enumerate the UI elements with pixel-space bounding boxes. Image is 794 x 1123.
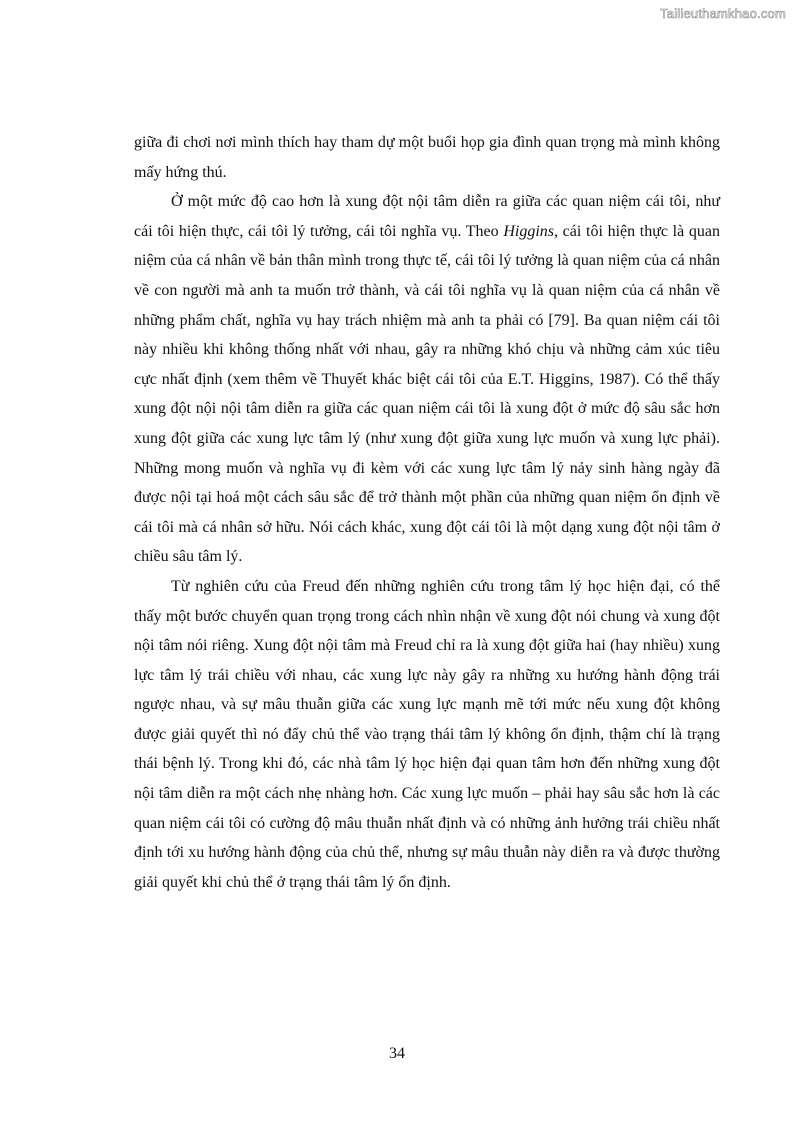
paragraph-1 (134, 128, 720, 187)
paragraph-3 (134, 572, 720, 898)
document-body (134, 128, 720, 897)
paragraph-text: giữa đi chơi nơi mình thích hay tham dự một buổi họp gia đình quan trọng mà mình không mấy hứng thú. (134, 134, 720, 181)
paragraph-2 (134, 187, 720, 572)
page-number: 34 (389, 1045, 405, 1062)
paragraph-text: Ở một mức độ cao hơn là xung đột nội tâm diễn ra giữa các quan niệm cái tôi, như cái tôi hiện thực, cái tôi lý tưởng, cái tôi nghĩa vụ. Theo (134, 193, 720, 240)
paragraph-text: Từ nghiên cứu của Freud đến những nghiên cứu trong tâm lý học hiện đại, có thể thấy một bước chuyển quan trọng trong cách nhìn nhận về xung đột nói chung và xung đột nội tâm nói riêng. Xung đột nội tâm mà Freud chỉ ra là xung đột giữa hai (hay nhiều) xung lực tâm lý trái chiều với nhau, các xung lực này gây ra những xu hướng hành động trái ngược nhau, và sự mâu thuẫn giữa các xung lực mạnh mẽ tới mức nếu xung đột không được giải quyết thì nó đẩy chủ thể vào trạng thái tâm lý không ổn định, thậm chí là trạng thái bệnh lý. Trong khi đó, các nhà tâm lý học hiện đại quan tâm hơn đến những xung đột nội tâm diễn ra một cách nhẹ nhàng hơn. Các xung lực muốn – phải hay sâu sắc hơn là các quan niệm cái tôi có cường độ mâu thuẫn nhất định và có những ảnh hưởng trái chiều nhất định tới xu hướng hành động của chủ thể, nhưng sự mâu thuẫn này diễn ra và được thường giải quyết khi chủ thể ở trạng thái tâm lý ổn định. (134, 577, 720, 891)
author-name-italic: Higgins (503, 222, 554, 240)
paragraph-text: , cái tôi hiện thực là quan niệm của cá nhân về bản thân mình trong thực tế, cái tôi lý tưởng là quan niệm của cá nhân về con người mà anh ta muốn trở thành, và cái tôi nghĩa vụ là quan niệm của cá nhân về những phẩm chất, nghĩa vụ hay trách nhiệm mà anh ta phải có [79]. Ba quan niệm cái tôi này nhiều khi không thống nhất với nhau, gây ra những khó chịu và những cảm xúc tiêu cực nhất định (xem thêm về Thuyết khác biệt cái tôi của E.T. Higgins, 1987). Có thể thấy xung đột nội nội tâm diễn ra giữa các quan niệm cái tôi là xung đột ở mức độ sâu sắc hơn xung đột giữa các xung lực tâm lý (như xung đột giữa xung lực muốn và xung lực phải). Những mong muốn và nghĩa vụ đi kèm với các xung lực tâm lý nảy sinh hàng ngày đã được nội tại hoá một cách sâu sắc để trở thành một phần của những quan niệm ổn định về cái tôi mà cá nhân sở hữu. Nói cách khác, xung đột cái tôi là một dạng xung đột nội tâm ở chiều sâu tâm lý. (134, 222, 721, 566)
watermark-text: Tailieuthamkhao.com (660, 6, 786, 21)
